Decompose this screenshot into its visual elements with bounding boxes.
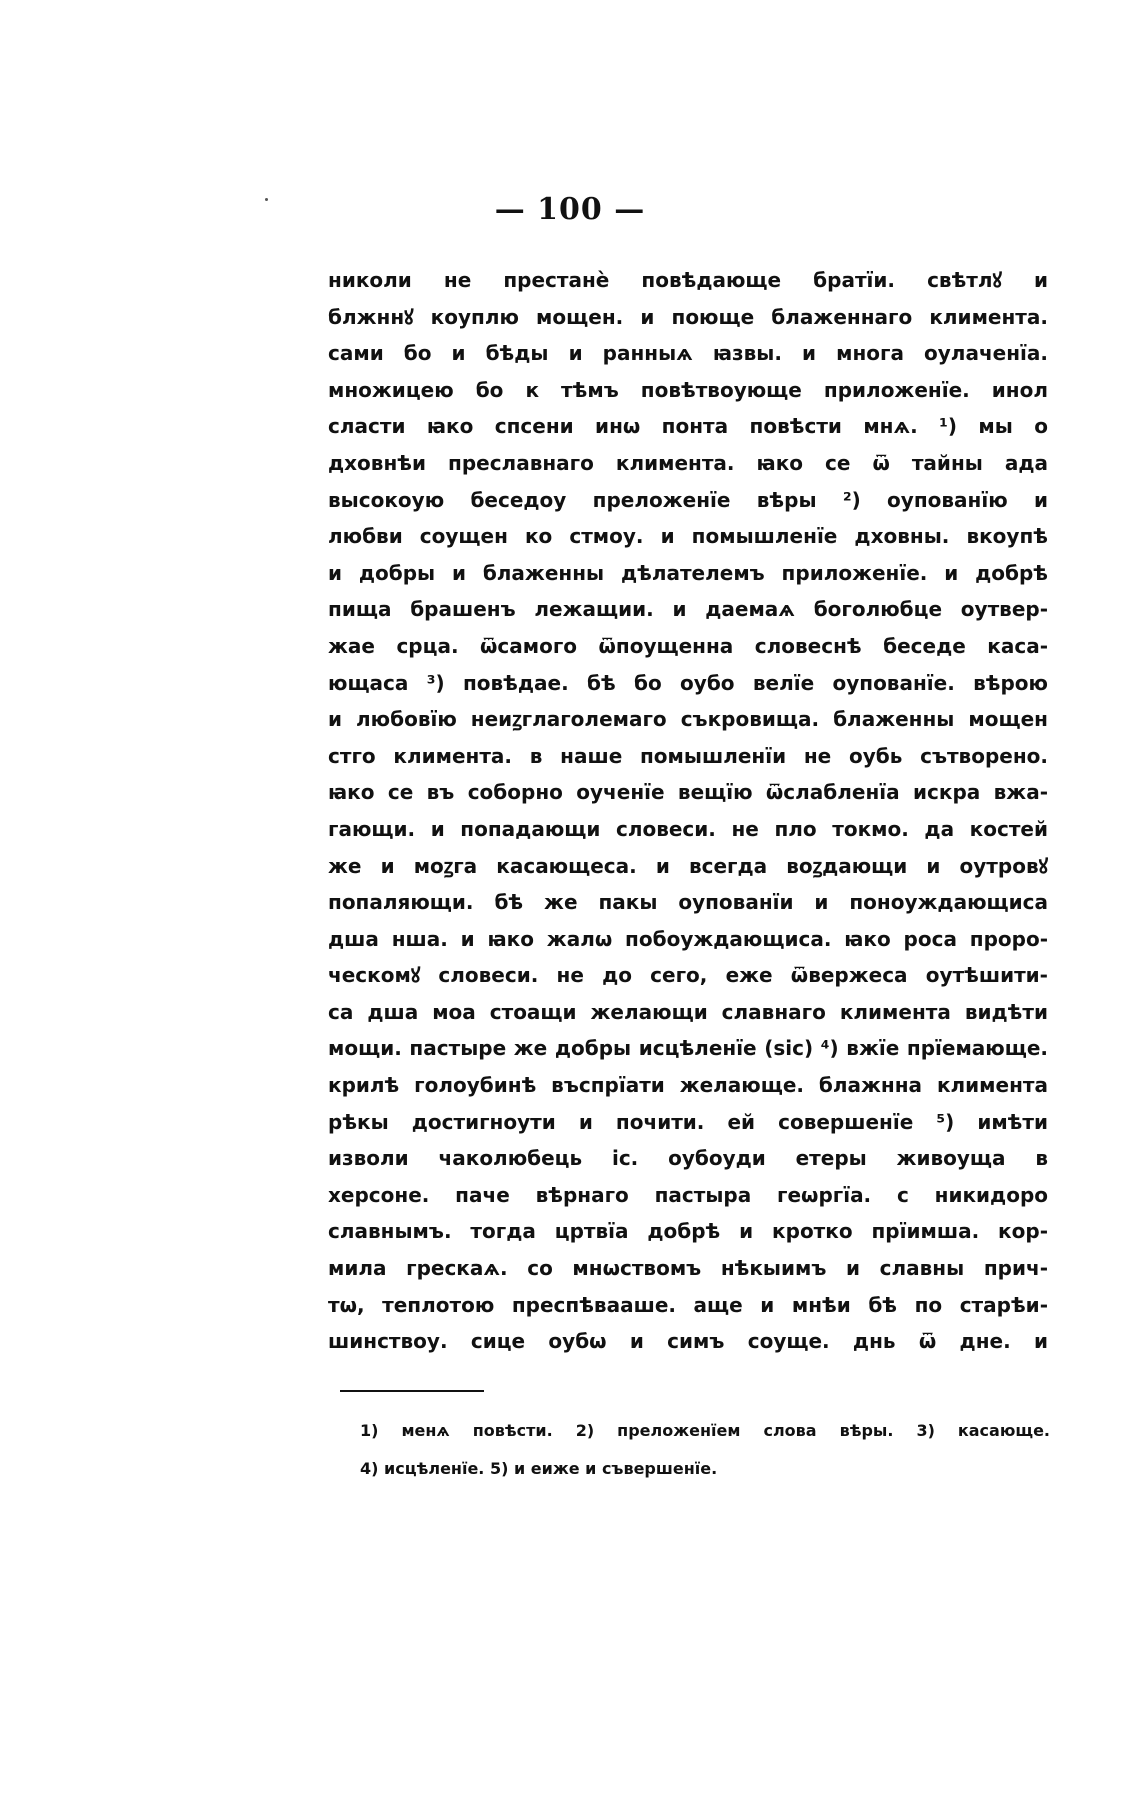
body-text [328, 262, 1048, 1360]
text-line: мила грескаѧ. со мнѡствомъ нѣкыимъ и славны прич- [328, 1256, 1048, 1281]
footnote-line: 1) менѧ повѣсти. 2) преложенїем слова вѣры. 3) касающе. [360, 1421, 1050, 1440]
text-line: жае срца. ѿсамого ѿпоущенна словеснѣ беседе каса- [328, 633, 1048, 658]
text-line: ющаса ³) повѣдае. бѣ бо оубо велїе оупованїе. вѣрою [328, 670, 1048, 695]
text-line: херсоне. паче вѣрнаго пастыра геѡргїа. с никидоро [328, 1182, 1048, 1207]
text-line: дша нша. и ꙗко жалѡ побоуждающиса. ꙗко роса проро- [328, 926, 1048, 951]
text-line: рѣкы достигноути и почити. ей совершенїе ⁵) имѣти [328, 1109, 1048, 1134]
text-line: николи не престанѐ повѣдающе братїи. свѣтлꙋ и [328, 268, 1048, 292]
text-line: ꙗко се въ соборно оученїе вещїю ѿслабленїа искра вжа- [328, 780, 1048, 805]
text-line: пища брашенъ лежащии. и даемаѧ боголюбце оутвер- [328, 597, 1048, 622]
text-line: шинствоу. сице оубѡ и симъ соуще. днь ѿ дне. и [328, 1329, 1048, 1354]
text-line: сласти ꙗко спсени инѡ понта повѣсти мнѧ. ¹) мы о [328, 414, 1048, 439]
footnote-line: 4) исцѣленїе. 5) и еиже и съвершенїе. [360, 1459, 718, 1478]
text-line: же и моꙁга касающеса. и всегда воꙁдающи и оутровꙋ [328, 853, 1048, 878]
text-line: и добры и блаженны дѣлателемъ приложенїе. и добрѣ [328, 560, 1048, 585]
text-line: сами бо и бѣды и ранныѧ ꙗзвы. и многа оулаченїа. [328, 341, 1048, 366]
text-line: са дша моа стоащи желающи славнаго климента видѣти [328, 999, 1048, 1024]
page-number: — 100 — [494, 192, 646, 227]
footnotes [360, 1412, 1050, 1488]
text-line: ческомꙋ словеси. не до сего, еже ѿвержеса оутѣшити- [328, 963, 1048, 988]
text-line: изволи чаколюбець іс. оубоуди етеры живоуща в [328, 1146, 1048, 1171]
text-line: блжннꙋ коуплю мощен. и поюще блаженнаго климента. [328, 304, 1048, 329]
text-line: славнымъ. тогда цртвїа добрѣ и кротко прїимша. кор- [328, 1219, 1048, 1244]
text-line: высокоую беседоу преложенїе вѣры ²) оупованїю и [328, 487, 1048, 512]
text-line: множицею бо к тѣмъ повѣтвоующе приложенїе. инол [328, 377, 1048, 402]
text-line: и любовїю неиꙁглаголемаго съкровища. блаженны мощен [328, 707, 1048, 732]
text-line: стго климента. в наше помышленїи не оубь сътворено. [328, 743, 1048, 768]
footnote-divider [340, 1390, 484, 1392]
text-line: тѡ, теплотою преспѣвааше. аще и мнѣи бѣ по старѣи- [328, 1292, 1048, 1317]
text-line: любви соущен ко стмоу. и помышленїе дховны. вкоупѣ [328, 524, 1048, 549]
text-line: гающи. и попадающи словеси. не пло токмо. да костей [328, 816, 1048, 841]
text-line: мощи. пастыре же добры исцѣленїе (sic) ⁴) вжїе прїемающе. [328, 1036, 1048, 1061]
text-line: дховнѣи преславнаго климента. ꙗко се ѿ тайны ада [328, 450, 1048, 475]
text-line: крилѣ голоубинѣ въспрїати желающе. блажнна климента [328, 1073, 1048, 1098]
text-line: попаляющи. бѣ же пакы оупованїи и поноуждающиса [328, 890, 1048, 915]
